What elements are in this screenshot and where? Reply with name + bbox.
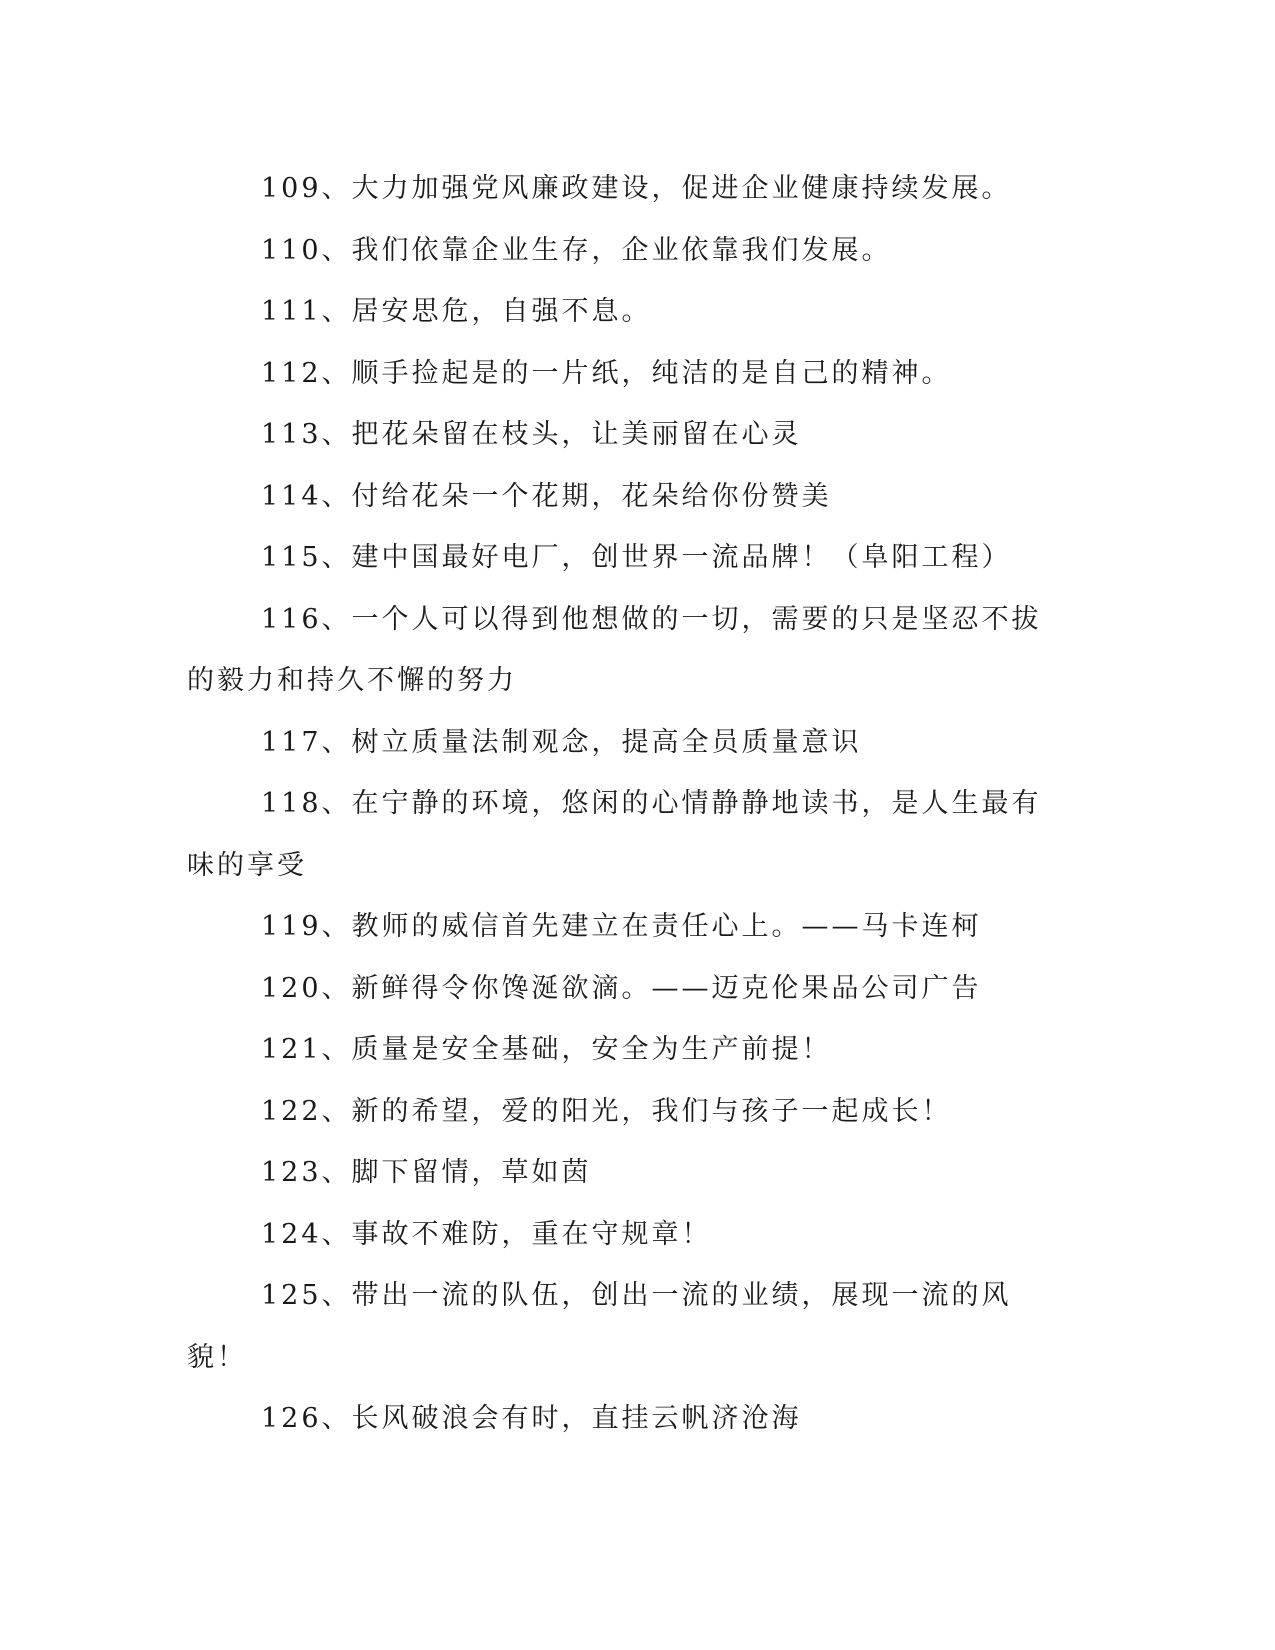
- slogan-114: 114、付给花朵一个花期，花朵给你份赞美: [261, 480, 832, 512]
- slogan-113: 113、把花朵留在枝头，让美丽留在心灵: [261, 419, 802, 450]
- document-body: [187, 158, 1067, 1450]
- slogan-125: 125、带出一流的队伍，创出一流的业绩，展现一流的风貌！: [187, 1280, 1012, 1373]
- slogan-115: 115、建中国最好电厂，创世界一流品牌！（阜阳工程）: [261, 542, 1012, 573]
- slogan-109: 109、大力加强党风廉政建设，促进企业健康持续发展。: [261, 173, 1012, 204]
- slogan-118: 118、在宁静的环境，悠闲的心情静静地读书，是人生最有味的享受: [187, 788, 1042, 881]
- slogan-122: 122、新的希望，爱的阳光，我们与孩子一起成长！: [261, 1095, 952, 1127]
- slogan-126: 126、长风破浪会有时，直挂云帆济沧海: [261, 1403, 802, 1434]
- slogan-111: 111、居安思危，自强不息。: [261, 296, 652, 327]
- slogan-117: 117、树立质量法制观念，提高全员质量意识: [261, 726, 862, 758]
- slogan-120: 120、新鲜得令你馋涎欲滴。——迈克伦果品公司广告: [261, 972, 982, 1004]
- slogan-119: 119、教师的威信首先建立在责任心上。——马卡连柯: [261, 911, 982, 942]
- slogan-124: 124、事故不难防，重在守规章！: [261, 1218, 712, 1250]
- slogan-116: 116、一个人可以得到他想做的一切，需要的只是坚忍不拔的毅力和持久不懈的努力: [187, 603, 1042, 696]
- slogan-112: 112、顺手捡起是的一片纸，纯洁的是自己的精神。: [261, 357, 952, 389]
- slogan-121: 121、质量是安全基础，安全为生产前提！: [261, 1034, 832, 1065]
- slogan-110: 110、我们依靠企业生存，企业依靠我们发展。: [261, 234, 892, 266]
- slogan-123: 123、脚下留情，草如茵: [261, 1157, 592, 1188]
